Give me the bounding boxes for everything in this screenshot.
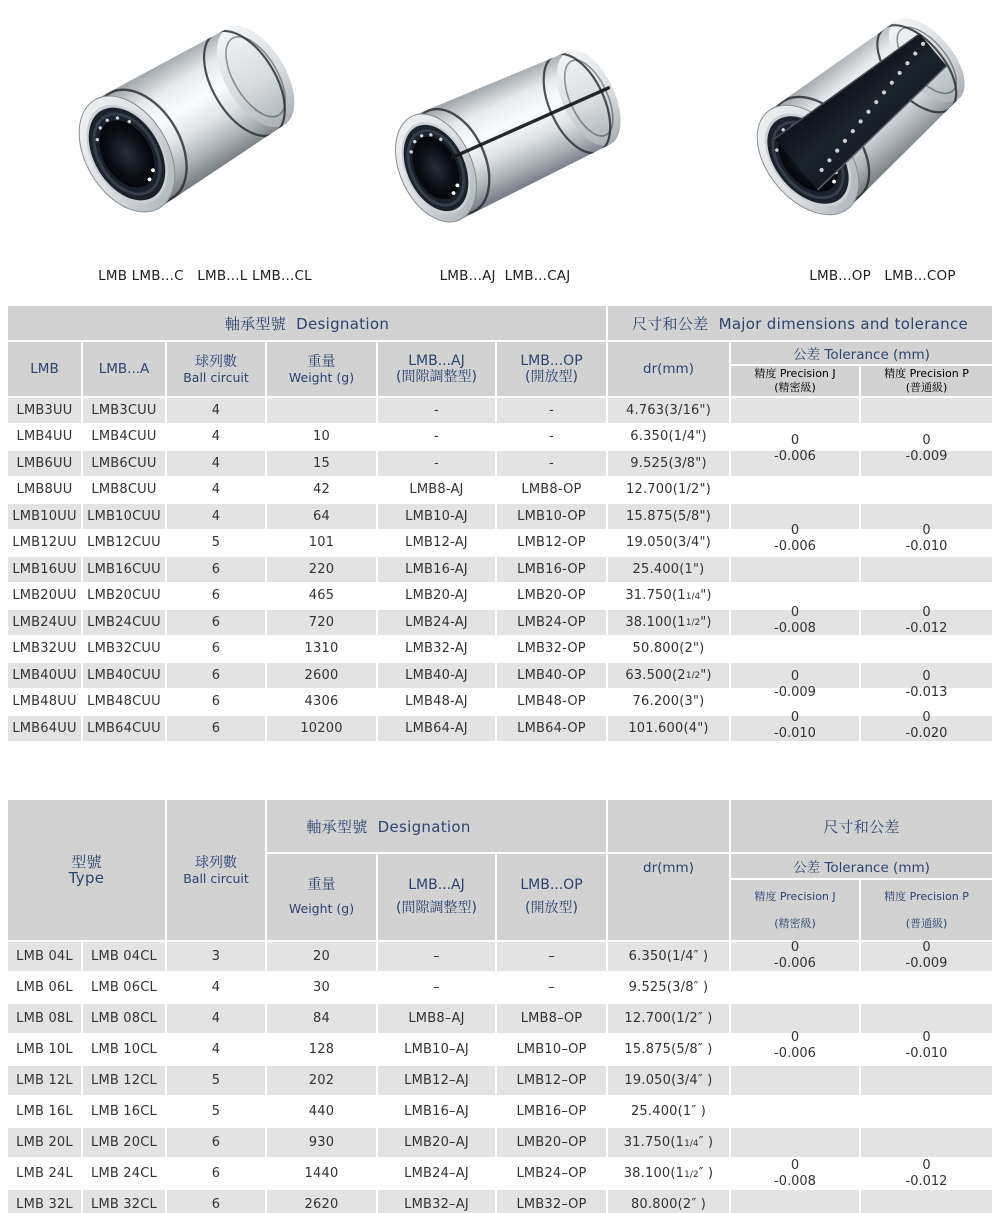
tolerance-upper: 0 bbox=[922, 605, 931, 620]
table1-row9-cell-aj: LMB32-AJ bbox=[378, 637, 495, 662]
table2-row0-cell-ball: 3 bbox=[167, 942, 265, 971]
tolerance-value-j-group3 bbox=[731, 669, 859, 701]
table1-row2-cell-dr: 9.525(3/8") bbox=[608, 451, 729, 476]
table2-row6-cell-aj: LMB20–AJ bbox=[378, 1128, 495, 1157]
table2-dimensions-header: 尺寸和公差 bbox=[731, 800, 992, 852]
op-line2: (開放型) bbox=[525, 369, 578, 385]
tolerance-upper: 0 bbox=[922, 669, 931, 684]
col-header-lmba: LMB...A bbox=[83, 342, 165, 396]
table-l-series bbox=[8, 800, 992, 1213]
table1-row10-cell-op: LMB40-OP bbox=[497, 663, 606, 688]
table2-row7-cell-lmb: LMB 24L bbox=[8, 1159, 81, 1188]
table1-row3-cell-tj bbox=[731, 478, 859, 503]
table1-row9-cell-tj bbox=[731, 637, 859, 662]
type-en: Type bbox=[68, 869, 105, 887]
table2-row0-cell-lmba: LMB 04CL bbox=[83, 942, 165, 971]
col-header-ball-circuit bbox=[167, 800, 265, 940]
col-header-lmb: LMB bbox=[8, 342, 81, 396]
table1-row12-cell-op: LMB64-OP bbox=[497, 716, 606, 741]
table2-row4-cell-tp bbox=[861, 1066, 992, 1095]
table1-row0-cell-aj: - bbox=[378, 398, 495, 423]
col-header-dr: dr(mm) bbox=[608, 854, 729, 940]
tolerance-upper: 0 bbox=[922, 1030, 931, 1045]
table1-row4-cell-dr: 15.875(5/8") bbox=[608, 504, 729, 529]
aj-line1: LMB...AJ bbox=[408, 877, 465, 893]
table1-row1-cell-ball: 4 bbox=[167, 425, 265, 450]
table1-row4-cell-lmba: LMB10CUU bbox=[83, 504, 165, 529]
table1-row3-cell-aj: LMB8-AJ bbox=[378, 478, 495, 503]
table2-row8-cell-lmb: LMB 32L bbox=[8, 1190, 81, 1213]
precision-p-line2: (普通級) bbox=[905, 381, 948, 394]
table1-row7-cell-op: LMB20-OP bbox=[497, 584, 606, 609]
table1-row3-cell-lmb: LMB8UU bbox=[8, 478, 81, 503]
tolerance-upper: 0 bbox=[790, 605, 800, 620]
table1-row2-cell-lmb: LMB6UU bbox=[8, 451, 81, 476]
table1-row6-cell-tj bbox=[731, 557, 859, 582]
table1-row2-cell-ball: 4 bbox=[167, 451, 265, 476]
table1-row12-cell-lmb: LMB64UU bbox=[8, 716, 81, 741]
tolerance-value-j-group0 bbox=[731, 433, 859, 465]
table1-row12-cell-lmba: LMB64CUU bbox=[83, 716, 165, 741]
tolerance-value-j-group2 bbox=[731, 605, 859, 637]
bearing-adjustable-image bbox=[385, 30, 635, 244]
table1-row0-cell-op: - bbox=[497, 398, 606, 423]
table2-row1-cell-tp bbox=[861, 973, 992, 1002]
table2-row8-cell-tj bbox=[731, 1190, 859, 1213]
table2-row2-cell-dr: 12.700(1/2″ ) bbox=[608, 1004, 729, 1033]
table2-row5-cell-dr: 25.400(1″ ) bbox=[608, 1097, 729, 1126]
table1-row9-cell-op: LMB32-OP bbox=[497, 637, 606, 662]
table1-row10-cell-weight: 2600 bbox=[267, 663, 376, 688]
table2-row5-cell-lmb: LMB 16L bbox=[8, 1097, 81, 1126]
tolerance-value-j-group4 bbox=[731, 710, 859, 742]
table1-row0-cell-lmb: LMB3UU bbox=[8, 398, 81, 423]
col-header-dr: dr(mm) bbox=[608, 342, 729, 396]
table2-row2-cell-aj: LMB8–AJ bbox=[378, 1004, 495, 1033]
table2-row6-cell-lmba: LMB 20CL bbox=[83, 1128, 165, 1157]
tolerance-lower: -0.010 bbox=[905, 1046, 948, 1061]
table1-row12-cell-dr: 101.600(4") bbox=[608, 716, 729, 741]
table1-row3-cell-lmba: LMB8CUU bbox=[83, 478, 165, 503]
tolerance-lower: -0.020 bbox=[905, 726, 948, 741]
weight-zh: 重量 bbox=[307, 877, 336, 893]
table1-row2-cell-aj: - bbox=[378, 451, 495, 476]
table1-row4-cell-ball: 4 bbox=[167, 504, 265, 529]
tolerance-value-p-group2 bbox=[861, 1158, 992, 1190]
precision-p-line2: (普通級) bbox=[905, 917, 948, 930]
table1-row10-cell-aj: LMB40-AJ bbox=[378, 663, 495, 688]
table1-row8-cell-lmba: LMB24CUU bbox=[83, 610, 165, 635]
table1-row6-cell-ball: 6 bbox=[167, 557, 265, 582]
table2-row4-cell-op: LMB12–OP bbox=[497, 1066, 606, 1095]
table2-row8-cell-ball: 6 bbox=[167, 1190, 265, 1213]
precision-j-line2: (精密級) bbox=[774, 917, 816, 930]
table1-row10-cell-lmba: LMB40CUU bbox=[83, 663, 165, 688]
table1-row6-cell-aj: LMB16-AJ bbox=[378, 557, 495, 582]
tolerance-upper: 0 bbox=[922, 523, 931, 538]
table2-row6-cell-lmb: LMB 20L bbox=[8, 1128, 81, 1157]
table1-row2-cell-weight: 15 bbox=[267, 451, 376, 476]
table1-row11-cell-op: LMB48-OP bbox=[497, 690, 606, 715]
table2-row0-cell-lmb: LMB 04L bbox=[8, 942, 81, 971]
tolerance-title: 公差 Tolerance (mm) bbox=[731, 342, 992, 364]
table1-row0-cell-weight bbox=[267, 398, 376, 423]
table2-row8-cell-weight: 2620 bbox=[267, 1190, 376, 1213]
bearing-open-svg bbox=[690, 8, 980, 238]
table1-row5-cell-aj: LMB12-AJ bbox=[378, 531, 495, 556]
table1-row11-cell-ball: 6 bbox=[167, 690, 265, 715]
weight-zh: 重量 bbox=[307, 353, 336, 370]
table1-row5-cell-dr: 19.050(3/4") bbox=[608, 531, 729, 556]
table2-row4-cell-aj: LMB12–AJ bbox=[378, 1066, 495, 1095]
table1-row9-cell-tp bbox=[861, 637, 992, 662]
precision-j-line1: 精度 Precision J bbox=[754, 890, 836, 903]
table2-row6-cell-weight: 930 bbox=[267, 1128, 376, 1157]
table2-row7-cell-lmba: LMB 24CL bbox=[83, 1159, 165, 1188]
ball-circuit-en: Ball circuit bbox=[183, 369, 249, 385]
tolerance-upper: 0 bbox=[790, 940, 800, 955]
table2-row5-cell-aj: LMB16–AJ bbox=[378, 1097, 495, 1126]
table1-row8-cell-lmb: LMB24UU bbox=[8, 610, 81, 635]
table1-row7-cell-lmb: LMB20UU bbox=[8, 584, 81, 609]
table2-row3-cell-weight: 128 bbox=[267, 1035, 376, 1064]
tolerance-header-block bbox=[731, 342, 992, 396]
precision-p-header bbox=[861, 366, 992, 396]
table1-row2-cell-op: - bbox=[497, 451, 606, 476]
col-header-type bbox=[8, 800, 165, 940]
tolerance-upper: 0 bbox=[790, 1158, 800, 1173]
table1-row6-cell-op: LMB16-OP bbox=[497, 557, 606, 582]
precision-p-header bbox=[861, 880, 992, 940]
table1-row11-cell-dr: 76.200(3") bbox=[608, 690, 729, 715]
bearing-closed-image bbox=[60, 8, 300, 232]
op-line2: (開放型) bbox=[525, 900, 578, 916]
precision-headers bbox=[731, 366, 992, 396]
col-header-aj bbox=[378, 342, 495, 396]
tolerance-upper: 0 bbox=[922, 940, 931, 955]
caption-adjustable-types: LMB...AJ LMB...CAJ bbox=[439, 268, 571, 284]
table1-row1-cell-aj: - bbox=[378, 425, 495, 450]
tolerance-lower: -0.013 bbox=[905, 685, 948, 700]
bearing-closed-svg bbox=[60, 8, 300, 228]
tolerance-title: 公差 Tolerance (mm) bbox=[731, 854, 992, 878]
tolerance-value-j-group0 bbox=[731, 940, 859, 972]
caption-open-types: LMB...OP LMB...COP bbox=[809, 268, 956, 284]
col-header-aj bbox=[378, 854, 495, 940]
tolerance-upper: 0 bbox=[922, 710, 931, 725]
table2-row1-cell-ball: 4 bbox=[167, 973, 265, 1002]
table1-row2-cell-lmba: LMB6CUU bbox=[83, 451, 165, 476]
table2-row5-cell-tj bbox=[731, 1097, 859, 1126]
precision-j-header bbox=[731, 366, 859, 396]
col-header-weight bbox=[267, 854, 376, 940]
tolerance-upper: 0 bbox=[922, 433, 931, 448]
table1-row3-cell-ball: 4 bbox=[167, 478, 265, 503]
table2-row8-cell-dr: 80.800(2″ ) bbox=[608, 1190, 729, 1213]
table2-header bbox=[8, 800, 992, 940]
table1-row8-cell-aj: LMB24-AJ bbox=[378, 610, 495, 635]
table2-row1-cell-tj bbox=[731, 973, 859, 1002]
table1-row11-cell-lmb: LMB48UU bbox=[8, 690, 81, 715]
table1-row11-cell-aj: LMB48-AJ bbox=[378, 690, 495, 715]
tolerance-value-p-group1 bbox=[861, 1030, 992, 1062]
tolerance-lower: -0.012 bbox=[905, 1174, 948, 1189]
table1-row0-cell-tj bbox=[731, 398, 859, 423]
precision-j-header bbox=[731, 880, 859, 940]
table2-row2-cell-weight: 84 bbox=[267, 1004, 376, 1033]
aj-line2: (間隙調整型) bbox=[396, 900, 477, 916]
table1-row7-cell-lmba: LMB20CUU bbox=[83, 584, 165, 609]
col-header-op bbox=[497, 342, 606, 396]
table2-row6-cell-op: LMB20–OP bbox=[497, 1128, 606, 1157]
table2-row3-cell-ball: 4 bbox=[167, 1035, 265, 1064]
tolerance-lower: -0.010 bbox=[774, 726, 816, 741]
tolerance-lower: -0.009 bbox=[905, 956, 948, 971]
table2-row1-cell-lmba: LMB 06CL bbox=[83, 973, 165, 1002]
table1-row10-cell-ball: 6 bbox=[167, 663, 265, 688]
table1-row9-cell-ball: 6 bbox=[167, 637, 265, 662]
tolerance-value-p-group4 bbox=[861, 710, 992, 742]
ball-circuit-en: Ball circuit bbox=[183, 870, 249, 886]
weight-en: Weight (g) bbox=[288, 901, 355, 916]
tolerance-lower: -0.008 bbox=[774, 621, 816, 636]
table1-row4-cell-lmb: LMB10UU bbox=[8, 504, 81, 529]
table2-row5-cell-weight: 440 bbox=[267, 1097, 376, 1126]
table1-row5-cell-ball: 5 bbox=[167, 531, 265, 556]
table1-row5-cell-weight: 101 bbox=[267, 531, 376, 556]
table1-row7-cell-dr: 31.750(1 1/4 ") bbox=[608, 584, 729, 609]
table2-row1-cell-weight: 30 bbox=[267, 973, 376, 1002]
tolerance-value-p-group2 bbox=[861, 605, 992, 637]
table1-row9-cell-weight: 1310 bbox=[267, 637, 376, 662]
table1-dimensions-header: 尺寸和公差 Major dimensions and tolerance bbox=[608, 306, 992, 340]
table2-row8-cell-aj: LMB32–AJ bbox=[378, 1190, 495, 1213]
table2-row6-cell-tj bbox=[731, 1128, 859, 1157]
aj-line2: (間隙調整型) bbox=[396, 369, 477, 385]
op-line1: LMB...OP bbox=[520, 877, 583, 893]
table1-row6-cell-weight: 220 bbox=[267, 557, 376, 582]
tolerance-value-p-group0 bbox=[861, 940, 992, 972]
tolerance-upper: 0 bbox=[790, 669, 800, 684]
weight-en: Weight (g) bbox=[288, 369, 355, 385]
table1-row10-cell-dr: 63.500(2 1/2 ") bbox=[608, 663, 729, 688]
table1-row0-cell-tp bbox=[861, 398, 992, 423]
table1-row1-cell-op: - bbox=[497, 425, 606, 450]
tolerance-value-j-group2 bbox=[731, 1158, 859, 1190]
precision-p-line1: 精度 Precision P bbox=[884, 367, 969, 380]
table2-row4-cell-tj bbox=[731, 1066, 859, 1095]
table2-row2-cell-tp bbox=[861, 1004, 992, 1033]
table2-row6-cell-dr: 31.750(1 1/4 ″ ) bbox=[608, 1128, 729, 1157]
table2-row0-cell-aj: – bbox=[378, 942, 495, 971]
empty-header-cell bbox=[608, 800, 729, 852]
table1-row12-cell-weight: 10200 bbox=[267, 716, 376, 741]
table2-row8-cell-lmba: LMB 32CL bbox=[83, 1190, 165, 1213]
table2-row7-cell-aj: LMB24–AJ bbox=[378, 1159, 495, 1188]
tolerance-value-j-group1 bbox=[731, 1030, 859, 1062]
caption-closed-types: LMB LMB...C LMB...L LMB...CL bbox=[98, 268, 312, 284]
table1-row7-cell-ball: 6 bbox=[167, 584, 265, 609]
table1-row11-cell-weight: 4306 bbox=[267, 690, 376, 715]
table2-row3-cell-dr: 15.875(5/8″ ) bbox=[608, 1035, 729, 1064]
table1-row3-cell-tp bbox=[861, 478, 992, 503]
precision-p-line1: 精度 Precision P bbox=[884, 890, 969, 903]
table1-row11-cell-lmba: LMB48CUU bbox=[83, 690, 165, 715]
table2-row0-cell-dr: 6.350(1/4″ ) bbox=[608, 942, 729, 971]
table1-row7-cell-weight: 465 bbox=[267, 584, 376, 609]
table2-row4-cell-lmb: LMB 12L bbox=[8, 1066, 81, 1095]
table1-row5-cell-lmb: LMB12UU bbox=[8, 531, 81, 556]
table1-row5-cell-op: LMB12-OP bbox=[497, 531, 606, 556]
table2-row2-cell-op: LMB8–OP bbox=[497, 1004, 606, 1033]
tolerance-lower: -0.006 bbox=[774, 956, 816, 971]
ball-circuit-zh: 球列數 bbox=[195, 353, 237, 370]
precision-j-line1: 精度 Precision J bbox=[754, 367, 836, 380]
table2-row1-cell-op: – bbox=[497, 973, 606, 1002]
table2-row4-cell-dr: 19.050(3/4″ ) bbox=[608, 1066, 729, 1095]
table1-row4-cell-aj: LMB10-AJ bbox=[378, 504, 495, 529]
table1-row6-cell-lmb: LMB16UU bbox=[8, 557, 81, 582]
table1-row3-cell-weight: 42 bbox=[267, 478, 376, 503]
table1-row12-cell-ball: 6 bbox=[167, 716, 265, 741]
table1-row3-cell-op: LMB8-OP bbox=[497, 478, 606, 503]
tolerance-lower: -0.008 bbox=[774, 1174, 816, 1189]
tolerance-value-p-group1 bbox=[861, 523, 992, 555]
tolerance-lower: -0.012 bbox=[905, 621, 948, 636]
op-line1: LMB...OP bbox=[520, 353, 583, 369]
table-uu-series bbox=[8, 306, 992, 741]
table2-row6-cell-tp bbox=[861, 1128, 992, 1157]
table1-row0-cell-ball: 4 bbox=[167, 398, 265, 423]
table2-row0-cell-weight: 20 bbox=[267, 942, 376, 971]
table1-row8-cell-dr: 38.100(1 1/2 ") bbox=[608, 610, 729, 635]
table2-row5-cell-tp bbox=[861, 1097, 992, 1126]
table2-row2-cell-tj bbox=[731, 1004, 859, 1033]
table2-row8-cell-op: LMB32–OP bbox=[497, 1190, 606, 1213]
tolerance-lower: -0.009 bbox=[905, 449, 948, 464]
col-header-op bbox=[497, 854, 606, 940]
tolerance-upper: 0 bbox=[790, 523, 800, 538]
type-zh: 型號 bbox=[71, 853, 102, 871]
ball-circuit-zh: 球列數 bbox=[195, 854, 237, 871]
table2-row1-cell-aj: – bbox=[378, 973, 495, 1002]
table1-header bbox=[8, 306, 992, 396]
table1-row8-cell-ball: 6 bbox=[167, 610, 265, 635]
table1-row1-cell-lmb: LMB4UU bbox=[8, 425, 81, 450]
tolerance-value-p-group3 bbox=[861, 669, 992, 701]
table1-row4-cell-op: LMB10-OP bbox=[497, 504, 606, 529]
table2-row3-cell-op: LMB10–OP bbox=[497, 1035, 606, 1064]
table2-designation-header: 軸承型號 Designation bbox=[267, 800, 606, 852]
table1-row5-cell-lmba: LMB12CUU bbox=[83, 531, 165, 556]
table1-row3-cell-dr: 12.700(1/2") bbox=[608, 478, 729, 503]
table2-row7-cell-op: LMB24–OP bbox=[497, 1159, 606, 1188]
table1-row9-cell-dr: 50.800(2") bbox=[608, 637, 729, 662]
tolerance-lower: -0.006 bbox=[774, 449, 816, 464]
tolerance-lower: -0.006 bbox=[774, 1046, 816, 1061]
table1-row7-cell-aj: LMB20-AJ bbox=[378, 584, 495, 609]
tolerance-lower: -0.006 bbox=[774, 539, 816, 554]
table1-row0-cell-dr: 4.763(3/16") bbox=[608, 398, 729, 423]
table2-row2-cell-lmb: LMB 08L bbox=[8, 1004, 81, 1033]
table2-row4-cell-ball: 5 bbox=[167, 1066, 265, 1095]
bearing-open-image bbox=[690, 8, 980, 242]
tolerance-upper: 0 bbox=[790, 710, 800, 725]
table1-row9-cell-lmb: LMB32UU bbox=[8, 637, 81, 662]
table2-row1-cell-lmb: LMB 06L bbox=[8, 973, 81, 1002]
precision-j-line2: (精密級) bbox=[774, 381, 816, 394]
table2-row7-cell-weight: 1440 bbox=[267, 1159, 376, 1188]
table1-row12-cell-aj: LMB64-AJ bbox=[378, 716, 495, 741]
tolerance-value-p-group0 bbox=[861, 433, 992, 465]
tolerance-lower: -0.009 bbox=[774, 685, 816, 700]
tolerance-lower: -0.010 bbox=[905, 539, 948, 554]
table2-row4-cell-lmba: LMB 12CL bbox=[83, 1066, 165, 1095]
table2-row8-cell-tp bbox=[861, 1190, 992, 1213]
table2-row5-cell-lmba: LMB 16CL bbox=[83, 1097, 165, 1126]
tolerance-value-j-group1 bbox=[731, 523, 859, 555]
table1-row6-cell-lmba: LMB16CUU bbox=[83, 557, 165, 582]
table1-row1-cell-weight: 10 bbox=[267, 425, 376, 450]
table1-row8-cell-weight: 720 bbox=[267, 610, 376, 635]
table1-row10-cell-lmb: LMB40UU bbox=[8, 663, 81, 688]
table2-row3-cell-aj: LMB10–AJ bbox=[378, 1035, 495, 1064]
table2-row3-cell-lmba: LMB 10CL bbox=[83, 1035, 165, 1064]
table1-row4-cell-weight: 64 bbox=[267, 504, 376, 529]
table2-row3-cell-lmb: LMB 10L bbox=[8, 1035, 81, 1064]
table1-designation-header: 軸承型號 Designation bbox=[8, 306, 606, 340]
table1-row6-cell-dr: 25.400(1") bbox=[608, 557, 729, 582]
table1-row6-cell-tp bbox=[861, 557, 992, 582]
table2-row7-cell-dr: 38.100(1 1/2 ″ ) bbox=[608, 1159, 729, 1188]
table1-row1-cell-dr: 6.350(1/4") bbox=[608, 425, 729, 450]
tolerance-upper: 0 bbox=[790, 1030, 800, 1045]
table1-row9-cell-lmba: LMB32CUU bbox=[83, 637, 165, 662]
tolerance-upper: 0 bbox=[922, 1158, 931, 1173]
table2-row1-cell-dr: 9.525(3/8″ ) bbox=[608, 973, 729, 1002]
table2-row5-cell-op: LMB16–OP bbox=[497, 1097, 606, 1126]
table2-row5-cell-ball: 5 bbox=[167, 1097, 265, 1126]
table1-row8-cell-op: LMB24-OP bbox=[497, 610, 606, 635]
bearing-adjustable-svg bbox=[385, 30, 635, 240]
table2-row6-cell-ball: 6 bbox=[167, 1128, 265, 1157]
aj-line1: LMB...AJ bbox=[408, 353, 465, 369]
table2-row7-cell-ball: 6 bbox=[167, 1159, 265, 1188]
table2-row2-cell-ball: 4 bbox=[167, 1004, 265, 1033]
tolerance-upper: 0 bbox=[790, 433, 800, 448]
table2-row2-cell-lmba: LMB 08CL bbox=[83, 1004, 165, 1033]
col-header-ball-circuit bbox=[167, 342, 265, 396]
table2-row0-cell-op: – bbox=[497, 942, 606, 971]
col-header-weight bbox=[267, 342, 376, 396]
table2-row4-cell-weight: 202 bbox=[267, 1066, 376, 1095]
table1-row0-cell-lmba: LMB3CUU bbox=[83, 398, 165, 423]
table1-row1-cell-lmba: LMB4CUU bbox=[83, 425, 165, 450]
